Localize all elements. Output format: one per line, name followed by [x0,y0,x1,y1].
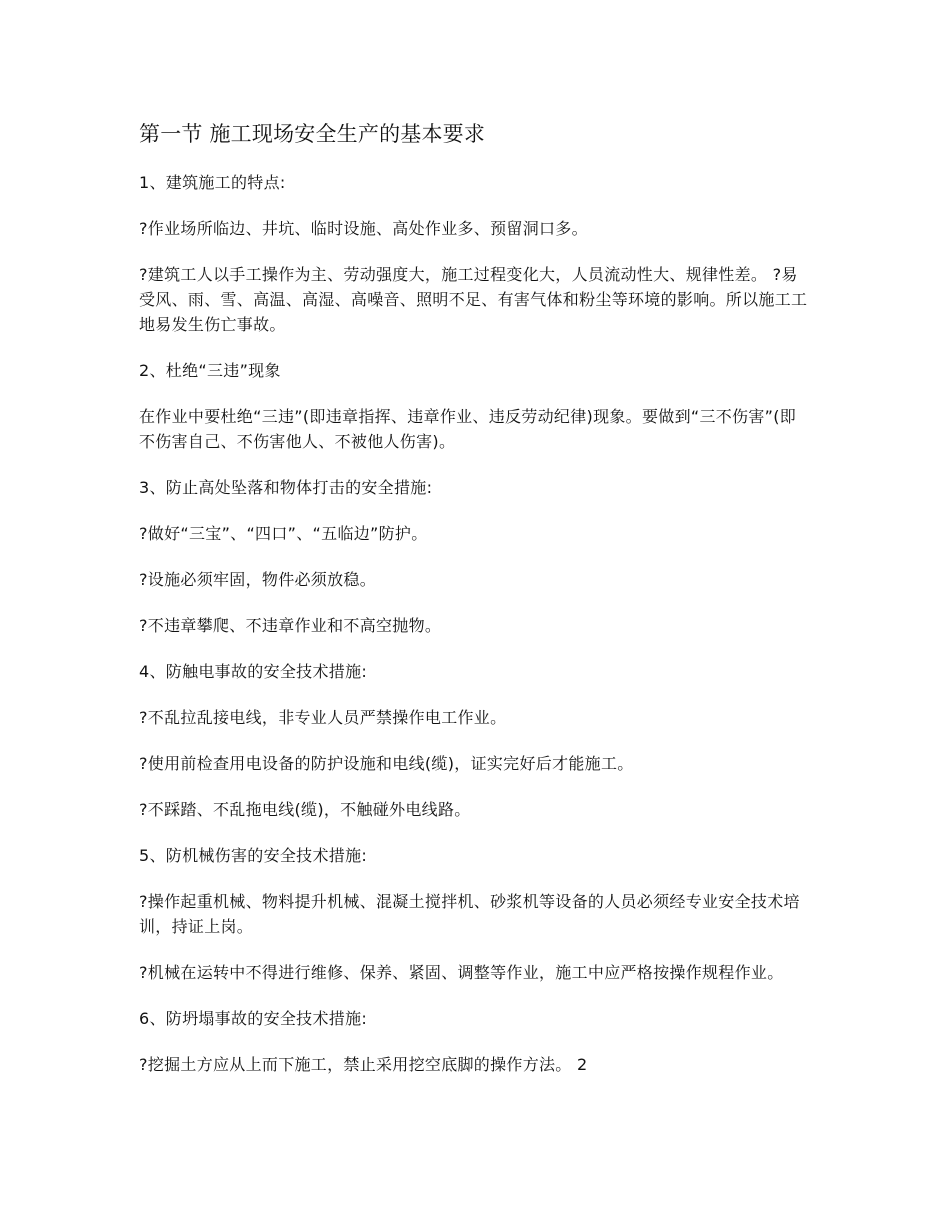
section-title: 第一节 施工现场安全生产的基本要求 [139,122,486,146]
list-item: ?设施必须牢固，物件必须放稳。 [139,570,376,589]
heading-1: 1、建筑施工的特点: [139,173,286,192]
list-item: ?机械在运转中不得进行维修、保养、紧固、调整等作业，施工中应严格按操作规程作业。 [139,963,784,982]
heading-5: 5、防机械伤害的安全技术措施: [139,846,368,865]
heading-2: 2、杜绝“三违”现象 [139,361,281,380]
document-page [139,118,819,1098]
heading-4: 4、防触电事故的安全技术措施: [139,662,368,681]
list-item: ?操作起重机械、物料提升机械、混凝土搅拌机、砂浆机等设备的人员必须经专业安全技术培训，持证上岗。 [139,892,800,936]
body-paragraph: 在作业中要杜绝“三违”(即违章指挥、违章作业、违反劳动纪律)现象。要做到“三不伤害”(即不伤害自己、不伤害他人、不被他人伤害)。 [139,407,797,451]
list-item: ?不踩踏、不乱拖电线(缆)，不触碰外电线路。 [139,800,471,819]
list-item: ?建筑工人以手工操作为主、劳动强度大，施工过程变化大，人员流动性大、规律性差。 ?易受风、雨、雪、高温、高湿、高噪音、照明不足、有害气体和粉尘等环境的影响。所以施工工地易发生伤亡事故。 [139,265,808,334]
list-item: ?做好“三宝”、“四口”、“五临边”防护。 [139,524,428,543]
list-item: ?挖掘土方应从上而下施工，禁止采用挖空底脚的操作方法。 2 [139,1055,588,1074]
list-item: ?使用前检查用电设备的防护设施和电线(缆)，证实完好后才能施工。 [139,754,634,773]
list-item: ?不乱拉乱接电线，非专业人员严禁操作电工作业。 [139,708,507,727]
heading-6: 6、防坍塌事故的安全技术措施: [139,1009,368,1028]
heading-3: 3、防止高处坠落和物体打击的安全措施: [139,478,433,497]
list-item: ?作业场所临边、井坑、临时设施、高处作业多、预留洞口多。 [139,219,588,238]
list-item: ?不违章攀爬、不违章作业和不高空抛物。 [139,616,442,635]
